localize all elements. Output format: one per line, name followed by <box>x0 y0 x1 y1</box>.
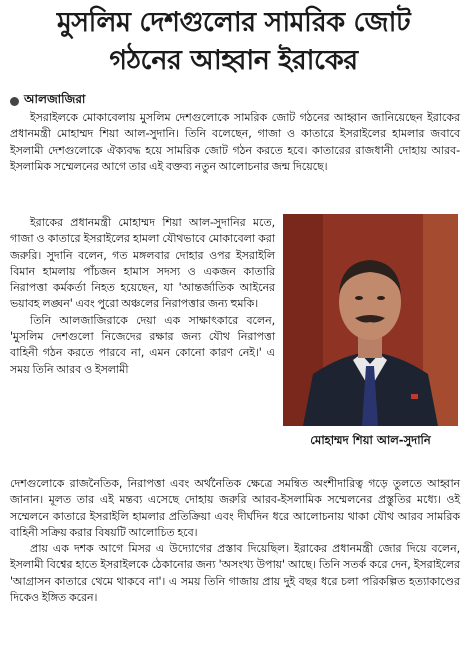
source-label: আলজাজিরা <box>24 92 86 106</box>
paragraph: তিনি আলজাজিরাকে দেয়া এক সাক্ষাৎকারে বলেন, 'মুসলিম দেশগুলো নিজেদের রক্ষার জন্য যৌথ নিরাপত্তা বাহিনী গঠন করতে পারবে না, এমন কোনো কারণ নেই।' এ সময় তিনি আরব ও ইসলামী <box>10 313 275 376</box>
paragraph: প্রায় এক দশক আগে মিসর এ উদ্যোগের প্রস্তাব দিয়েছিল। ইরাকের প্রধানমন্ত্রী জোর দিয়ে বলেন, ইসলামী বিশ্বের হাতে ইসরাইলকে ঠেকানোর জন্য 'অসংখ্য উপায়' আছে। তিনি সতর্ক করে দেন, ইসরাইলের 'আগ্রাসন কাতারে থেমে থাকবে না'। এ সময় তিনি গাজায় প্রায় দুই বছর ধরে চলা পরিকল্পিত হত্যাকাণ্ডের দিকেও ইঙ্গিত করেন। <box>10 542 460 605</box>
portrait-photo <box>283 214 458 426</box>
headline-line-1: মুসলিম দেশগুলোর সামরিক জোট <box>56 7 411 38</box>
paragraph: দেশগুলোকে রাজনৈতিক, নিরাপত্তা এবং অর্থনৈতিক ক্ষেত্রে সমন্বিত অংশীদারিত্ব গড়ে তুলতে আহ্বান জানান। মূলত তার এই মন্তব্য এসেছে দোহায় জরুরি আরব-ইসলামিক সম্মেলনের প্রস্তুতির মধ্যে। ওই সম্মেলনে কাতারে ইসরাইলি হামলার প্রতিক্রিয়া এবং দীর্ঘদিন ধরে আলোচনায় থাকা যৌথ আরব সামরিক বাহিনী সক্রিয় করার বিষয়টি আলোচিত হবে। <box>10 477 460 539</box>
portrait-figure-icon <box>283 214 458 426</box>
headline-line-2: গঠনের আহ্বান ইরাকের <box>109 45 358 76</box>
headline <box>0 4 467 80</box>
article-continuation <box>10 476 460 606</box>
source-byline <box>10 93 85 109</box>
paragraph: ইসরাইলকে মোকাবেলায় মুসলিম দেশগুলোকে সামরিক জোট গঠনের আহ্বান জানিয়েছেন ইরাকের প্রধানমন্ত্রী মোহাম্মদ শিয়া আল-সুদানি। তিনি বলেছেন, গাজা ও কাতারে ইসরাইলের হামলার জবাবে ইসলামী দেশগুলোকে ঐক্যবদ্ধ হয়ে সামরিক জোট গঠন করতে হবে। কাতারের রাজধানী দোহায় আরব-ইসলামিক সম্মেলনের আগে তার এই বক্তব্য নতুন আলোচনার জন্ম দিয়েছে। <box>10 111 460 173</box>
bullet-icon <box>10 97 19 106</box>
photo-caption: মোহাম্মদ শিয়া আল-সুদানি <box>310 433 431 447</box>
article-intro <box>10 110 460 175</box>
paragraph: ইরাকের প্রধানমন্ত্রী মোহাম্মদ শিয়া আল-সুদানির মতে, গাজা ও কাতারে ইসরাইলের হামলা যৌথভাবে মোকাবেলা করা জরুরি। সুদানি বলেন, গত মঙ্গলবার দোহার ওপর ইসরাইলি বিমান হামলায় পাঁচজন হামাস সদস্য ও একজন কাতারি নিরাপত্তা কর্মকর্তা নিহত হয়েছেন, যা 'আন্তর্জাতিক আইনের ভয়াবহ লঙ্ঘন' এবং পুরো অঞ্চলের নিরাপত্তার জন্য হুমকি। <box>10 216 275 311</box>
article-column <box>10 215 275 378</box>
